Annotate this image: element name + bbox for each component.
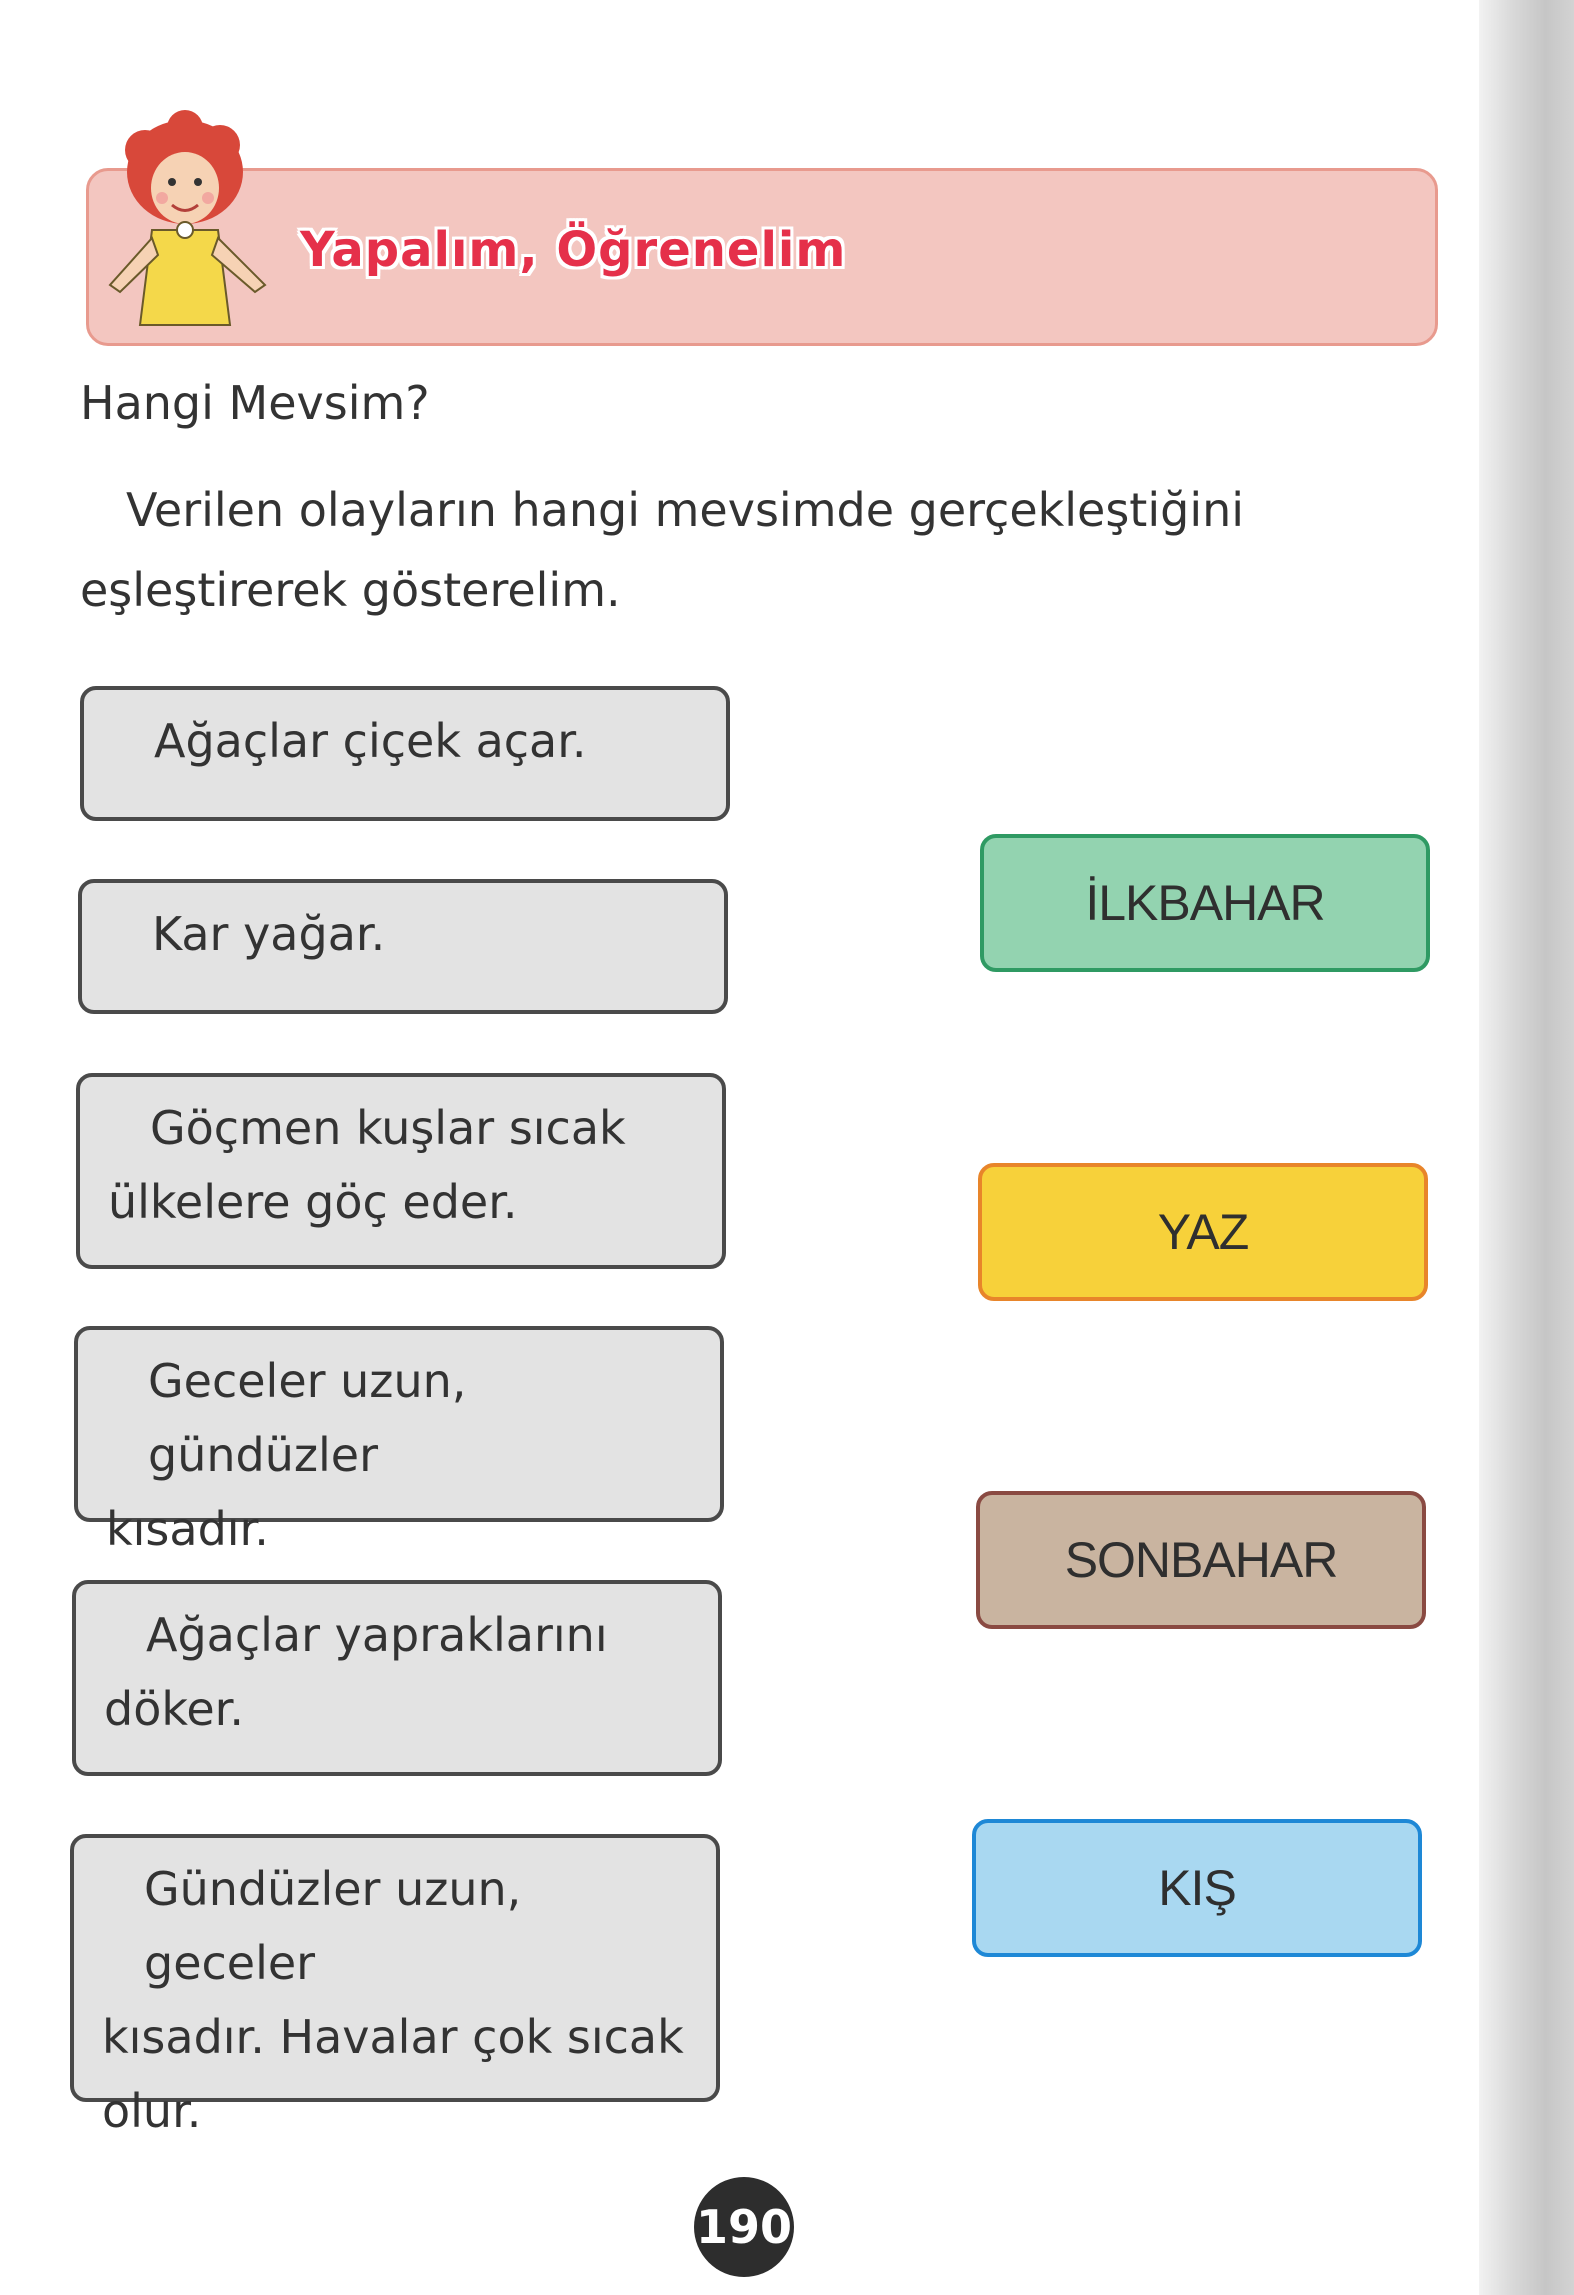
- page-title: Hangi Mevsim?: [80, 376, 430, 430]
- page-gutter-shadow: [1479, 0, 1574, 2295]
- event-line: ülkelere göç eder.: [108, 1175, 518, 1229]
- banner-title: Yapalım, Öğrenelim: [300, 222, 847, 278]
- season-card-spring[interactable]: [980, 834, 1430, 972]
- event-line: kısadır.: [106, 1502, 269, 1556]
- event-card-4[interactable]: [74, 1326, 724, 1556]
- season-label: KIŞ: [1158, 1860, 1236, 1916]
- girl-mascot-icon: [90, 110, 290, 340]
- event-card-1[interactable]: [80, 686, 730, 821]
- event-line: Ağaçlar çiçek açar.: [154, 714, 587, 768]
- season-card-autumn[interactable]: [976, 1491, 1426, 1629]
- event-line: Kar yağar.: [152, 907, 386, 961]
- season-label: SONBAHAR: [1064, 1532, 1338, 1588]
- event-line: Geceler uzun, gündüzler: [148, 1354, 467, 1482]
- event-card-5[interactable]: [72, 1580, 722, 1776]
- season-card-summer[interactable]: [978, 1163, 1428, 1301]
- instruction-text: Verilen olayların hangi mevsimde gerçekleştiğini eşleştirerek gösterelim.: [80, 483, 1245, 617]
- event-card-3[interactable]: [76, 1073, 726, 1269]
- event-line: döker.: [104, 1682, 244, 1736]
- event-line: Göçmen kuşlar sıcak: [150, 1101, 626, 1155]
- event-line: Gündüzler uzun, geceler: [144, 1862, 522, 1990]
- page-number: 190: [694, 2177, 794, 2277]
- event-line: olur.: [102, 2084, 202, 2138]
- event-line: Ağaçlar yapraklarını: [146, 1608, 608, 1662]
- event-line: kısadır. Havalar çok sıcak: [102, 2010, 684, 2064]
- season-label: İLKBAHAR: [1085, 875, 1325, 931]
- event-card-6[interactable]: [70, 1834, 720, 2138]
- season-card-winter[interactable]: [972, 1819, 1422, 1957]
- season-label: YAZ: [1157, 1204, 1249, 1260]
- event-card-2[interactable]: [78, 879, 728, 1014]
